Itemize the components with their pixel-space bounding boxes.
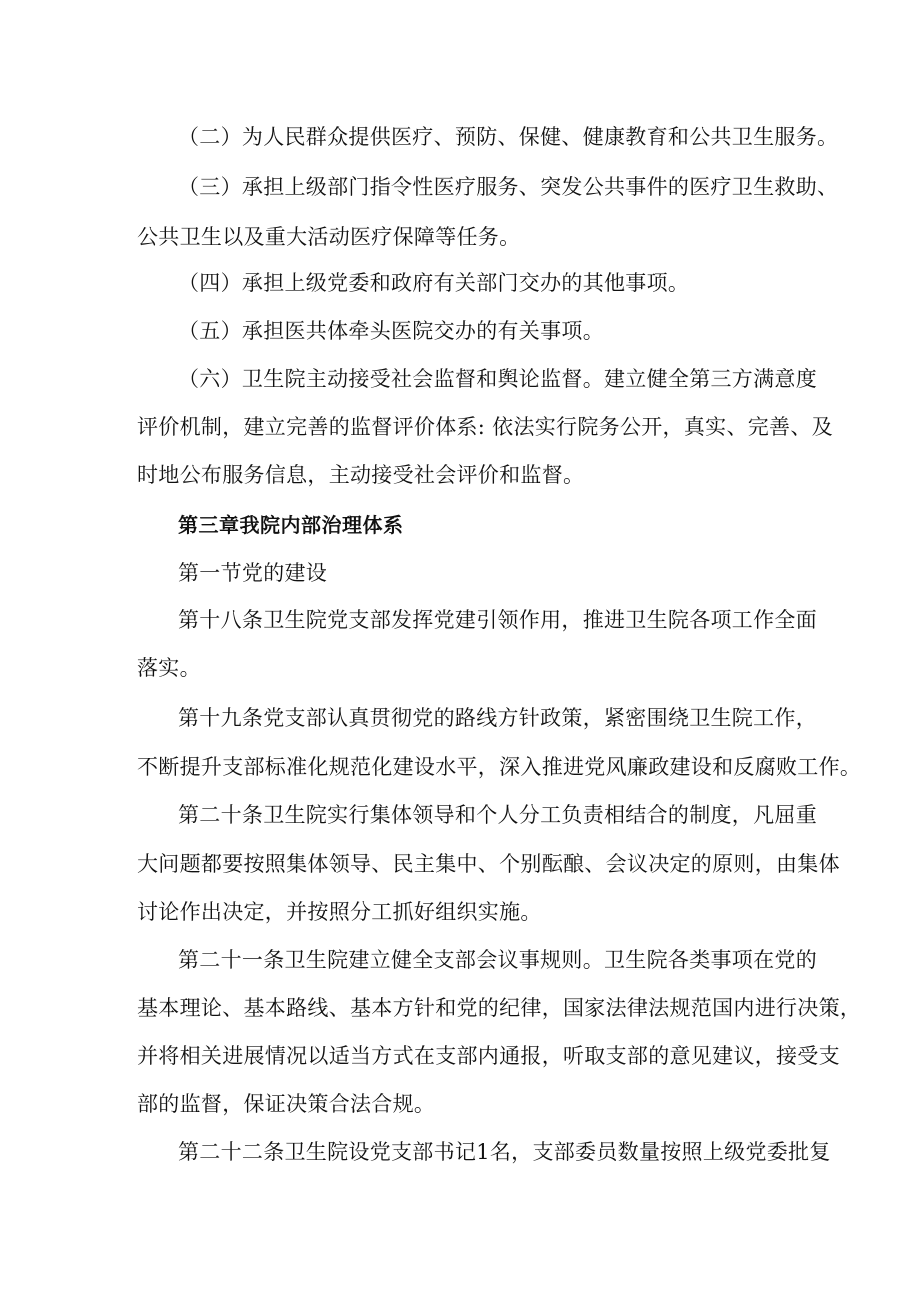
item-6-line-1: （六）卫生院主动接受社会监督和舆论监督。建立健全第三方满意度 <box>178 367 817 391</box>
article-21-line-3: 并将相关进展情况以适当方式在支部内通报，听取支部的意见建议，接受支 <box>137 1044 840 1068</box>
item-4-line-1: （四）承担上级党委和政府有关部门交办的其他事项。 <box>178 271 690 295</box>
item-3-line-1: （三）承担上级部门指令性医疗服务、突发公共事件的医疗卫生救助、 <box>178 175 839 199</box>
article-18-line-2: 落实。 <box>137 656 201 680</box>
article-20-line-2: 大问题都要按照集体领导、民主集中、个别酝酿、会议决定的原则，由集体 <box>137 852 840 876</box>
article-22-line-1: 第二十二条卫生院设党支部书记1名，支部委员数量按照上级党委批复 <box>178 1140 831 1164</box>
article-19-line-1: 第十九条党支部认真贯彻党的路线方针政策，紧密围绕卫生院工作， <box>178 706 817 730</box>
item-6-line-2: 评价机制，建立完善的监督评价体系: 依法实行院务公开，真实、完善、及 <box>137 415 833 439</box>
chapter-heading: 第三章我院内部治理体系 <box>178 513 404 537</box>
article-21-line-2: 基本理论、基本路线、基本方针和党的纪律，国家法律法规范国内进行决策， <box>137 996 862 1020</box>
article-21-line-1: 第二十一条卫生院建立健全支部会议事规则。卫生院各类事项在党的 <box>178 948 817 972</box>
item-3-line-2: 公共卫生以及重大活动医疗保障等任务。 <box>137 225 521 249</box>
item-5-line-1: （五）承担医共体牵头医院交办的有关事项。 <box>178 319 604 343</box>
article-21-line-4: 部的监督，保证决策合法合规。 <box>137 1092 436 1116</box>
item-6-line-3: 时地公布服务信息，主动接受社会评价和监督。 <box>137 463 585 487</box>
article-20-line-1: 第二十条卫生院实行集体领导和个人分工负责相结合的制度，凡屈重 <box>178 803 817 827</box>
section-heading: 第一节党的建设 <box>178 561 328 585</box>
article-20-line-3: 讨论作出决定，并按照分工抓好组织实施。 <box>137 900 542 924</box>
article-18-line-1: 第十八条卫生院党支部发挥党建引领作用，推进卫生院各项工作全面 <box>178 608 817 632</box>
article-19-line-2: 不断提升支部标准化规范化建设水平，深入推进党风廉政建设和反腐败工作。 <box>137 755 862 779</box>
item-2-line-1: （二）为人民群众提供医疗、预防、保健、健康教育和公共卫生服务。 <box>178 125 839 149</box>
